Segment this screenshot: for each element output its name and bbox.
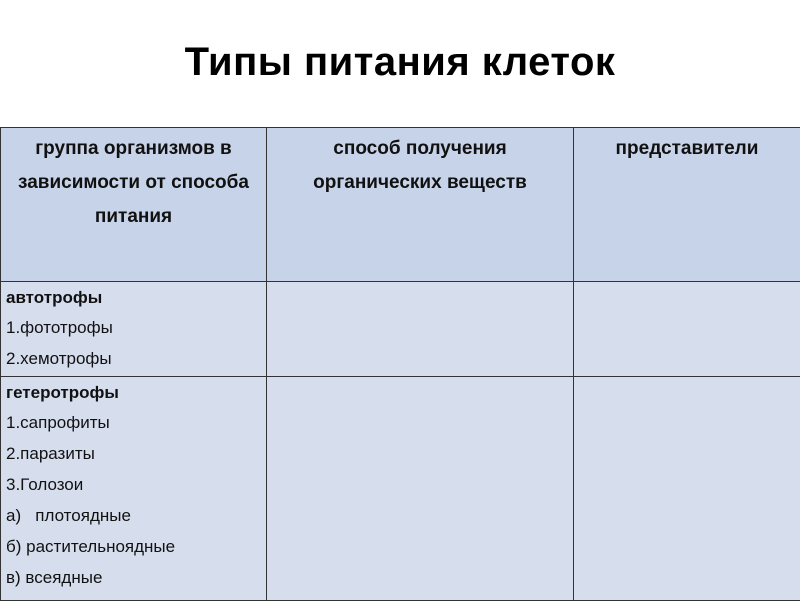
list-item: 2.паразиты (6, 438, 260, 469)
cell-representatives-heterotrophs[interactable] (574, 377, 800, 601)
table-row-autotrophs (1, 282, 800, 377)
list-item: в) всеядные (6, 562, 260, 593)
cell-method-autotrophs[interactable] (267, 282, 574, 377)
slide-title: Типы питания клеток (0, 40, 800, 85)
group-name: гетеротрофы (6, 379, 260, 407)
list-item: 1.фототрофы (6, 312, 260, 343)
cell-representatives-autotrophs[interactable] (574, 282, 800, 377)
list-item: 1.сапрофиты (6, 407, 260, 438)
cell-group-autotrophs[interactable] (1, 282, 267, 377)
list-item: б) растительноядные (6, 531, 260, 562)
nutrition-types-table (0, 127, 800, 601)
header-method: способ получения органических веществ (267, 128, 574, 282)
list-item: 3.Голозои (6, 469, 260, 500)
header-representatives: представители (574, 128, 800, 282)
list-item: 2.хемотрофы (6, 343, 260, 374)
list-item: а) плотоядные (6, 500, 260, 531)
group-name: автотрофы (6, 284, 260, 312)
cell-group-heterotrophs[interactable] (1, 377, 267, 601)
table-row-heterotrophs (1, 377, 800, 601)
table-header-row (1, 128, 800, 282)
cell-method-heterotrophs[interactable] (267, 377, 574, 601)
header-organism-group: группа организмов в зависимости от способа питания (1, 128, 267, 282)
